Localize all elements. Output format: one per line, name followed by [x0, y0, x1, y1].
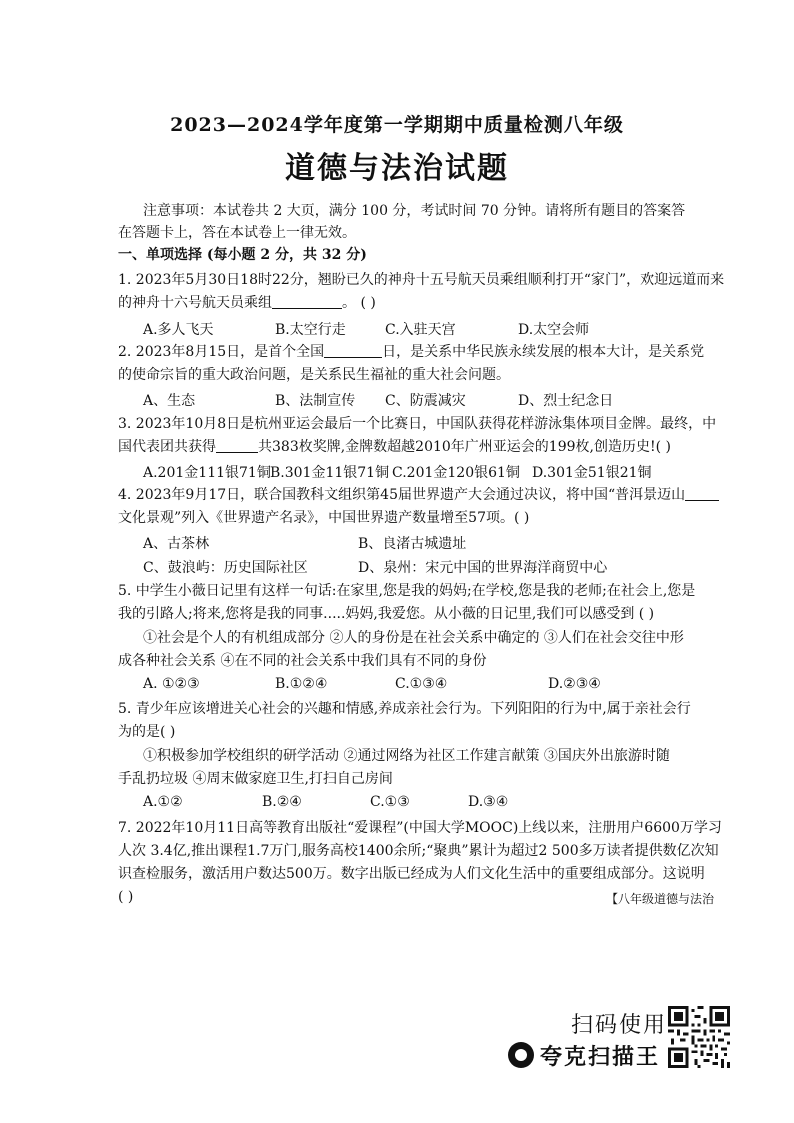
q2-text-a: 2. 2023年8月15日，是首个全国 — [118, 344, 325, 360]
q5-line-2: 我的引路人;将来,您将是我的同事.....妈妈,我爱您。从小薇的日记里,我们可以感受到 ( ) — [118, 606, 655, 622]
q3-option-a: A.201金111银71铜 — [143, 465, 271, 481]
q3-option-d: D.301金51银21铜 — [532, 465, 652, 481]
notice-line-1: 注意事项：本试卷共 2 大页，满分 100 分，考试时间 70 分钟。请将所有题目的答案答 — [143, 203, 686, 219]
q5-option-d: D.②③④ — [548, 676, 601, 692]
q5-option-b: B.①②④ — [275, 676, 328, 692]
q6-option-c: C.①③ — [370, 794, 410, 810]
q4-line-1 — [118, 486, 719, 504]
notice-line-2: 在答题卡上，答在本试卷上一律无效。 — [118, 225, 356, 241]
q6-option-b: B.②④ — [262, 794, 302, 810]
q4-option-c: C、鼓浪屿：历史国际社区 — [143, 560, 308, 576]
q3-option-b: B.301金11银71铜 — [270, 465, 390, 481]
q5-line-3: ①社会是个人的有机组成部分 ②人的身份是在社会关系中确定的 ③人们在社会交往中形 — [143, 630, 684, 646]
q4-option-d: D、泉州：宋元中国的世界海洋商贸中心 — [358, 560, 608, 576]
q1-blank — [272, 294, 342, 309]
scan-to-use-label: 扫码使用 — [571, 1013, 668, 1038]
q3-blank — [216, 438, 258, 453]
q7-line-2: 人次 3.4亿,推出课程1.7万门,服务高校1400余所;“聚典”累计为超过2 500多万读者提供数亿次知 — [118, 843, 719, 859]
q5-line-1: 5. 中学生小薇日记里有这样一句话:在家里,您是我的妈妈;在学校,您是我的老师;在社会上,您是 — [118, 583, 696, 599]
q1-line-2 — [118, 294, 376, 312]
q2-line-1 — [118, 343, 704, 361]
q6-line-1: 5. 青少年应该增进关心社会的兴趣和情感,养成亲社会行为。下列阳阳的行为中,属于亲社会行 — [118, 701, 691, 717]
q4-text-a: 4. 2023年9月17日，联合国教科文组织第45届世界遗产大会通过决议，将中国“普洱景迈山 — [118, 487, 686, 503]
q1-option-a: A.多人飞天 — [143, 322, 214, 338]
q6-line-4: 手乱扔垃圾 ④周末做家庭卫生,打扫自己房间 — [118, 771, 393, 787]
q2-option-d: D、烈士纪念日 — [518, 393, 614, 409]
q2-option-a: A、生态 — [143, 393, 196, 409]
q1-option-d: D.太空会师 — [518, 322, 590, 338]
q7-line-1: 7. 2022年10月11日高等教育出版社“爱课程”(中国大学MOOC)上线以来，注册用户6600万学习 — [118, 820, 722, 836]
q3-text-a: 国代表团共获得 — [118, 439, 216, 455]
q1-option-b: B.太空行走 — [275, 322, 346, 338]
q6-option-d: D.③④ — [468, 794, 509, 810]
q4-option-b: B、良渚古城遗址 — [358, 536, 467, 552]
q2-line-2: 的使命宗旨的重大政治问题，是关系民生福祉的重大社会问题。 — [118, 367, 510, 383]
q3-line-1: 3. 2023年10月8日是杭州亚运会最后一个比赛日，中国队获得花样游泳集体项目金牌。最终，中 — [118, 416, 717, 432]
page-footer-tag: 【八年级道德与法治 — [606, 892, 715, 906]
q4-line-2: 文化景观”列入《世界遗产名录》，中国世界遗产数量增至57项。( ) — [118, 510, 530, 526]
q2-option-b: B、法制宣传 — [275, 393, 356, 409]
q7-line-4: ( ) — [118, 889, 134, 905]
quark-logo-icon — [508, 1042, 534, 1068]
scanner-brand-name: 夸克扫描王 — [540, 1044, 661, 1070]
q3-text-b: 共383枚奖牌,金牌数超越2010年广州亚运会的199枚,创造历史!( ) — [258, 439, 671, 455]
q7-line-3: 识查检服务，激活用户数达500万。数字出版已经成为人们文化生活中的重要组成部分。这说明 — [118, 866, 705, 882]
q5-line-4: 成各种社会关系 ④在不同的社会关系中我们具有不同的身份 — [118, 653, 487, 669]
q5-option-c: C.①③④ — [395, 676, 448, 692]
q2-option-c: C、防震减灾 — [385, 393, 466, 409]
q6-line-2: 为的是( ) — [118, 724, 176, 740]
exam-title: 2023—2024学年度第一学期期中质量检测八年级 — [170, 114, 624, 136]
q2-text-b: 日，是关系中华民族永续发展的根本大计，是关系党 — [382, 344, 705, 360]
q3-line-2 — [118, 438, 671, 456]
q3-option-c: C.201金120银61铜 — [392, 465, 520, 481]
q4-blank — [685, 486, 719, 501]
q6-option-a: A.①② — [143, 794, 183, 810]
section-heading: 一、单项选择 (每小题 2 分，共 32 分) — [118, 247, 367, 263]
q1-line-1: 1. 2023年5月30日18时22分，翘盼已久的神舟十五号航天员乘组顺利打开“家门”，欢迎远道而来 — [118, 272, 725, 288]
q1-text-a: 的神舟十六号航天员乘组 — [118, 295, 272, 311]
subject-title: 道德与法治试题 — [285, 151, 509, 186]
q4-option-a: A、古茶林 — [143, 536, 210, 552]
q1-text-b: 。 ( ) — [342, 295, 376, 311]
qr-code-icon — [668, 1006, 730, 1068]
q2-blank — [324, 343, 382, 358]
q6-line-3: ①积极参加学校组织的研学活动 ②通过网络为社区工作建言献策 ③国庆外出旅游时随 — [143, 748, 670, 764]
scanner-brand — [508, 1040, 660, 1070]
q5-option-a: A. ①②③ — [143, 676, 200, 692]
q1-option-c: C.入驻天宫 — [385, 322, 456, 338]
